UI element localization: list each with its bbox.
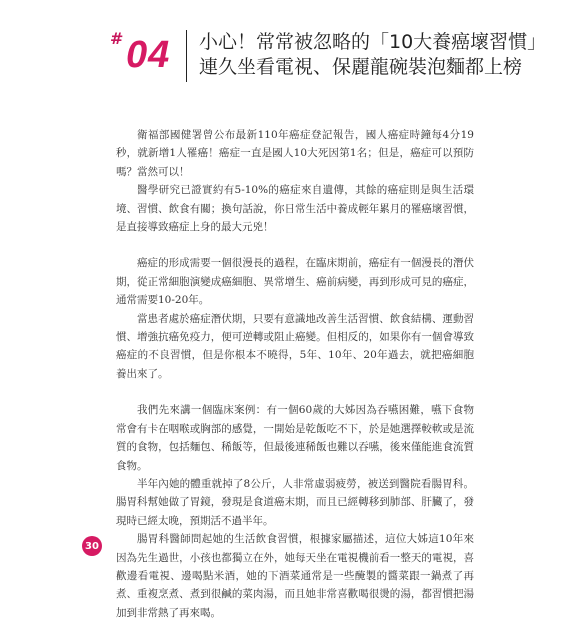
chapter-number: 04	[126, 34, 171, 76]
paragraph: 半年內她的體重就掉了8公斤，人非常虛弱疲勞，被送到醫院看腸胃科。腸胃科幫她做了胃鏡，發現是食道癌末期，而且已經轉移到肺部、肝臟了，發現時已經太晚，預期活不過半年。	[116, 477, 474, 527]
title-line-1: 小心！常常被忽略的「10大養癌壞習慣」	[199, 31, 547, 53]
hash-mark: #	[110, 29, 124, 48]
chapter-title	[199, 30, 546, 80]
page-number-badge	[82, 536, 102, 556]
paragraph: 衛福部國健署曾公布最新110年癌症登記報告，國人癌症時鐘每4分19秒，就新增1人罹癌！癌症一直是國人10大死因第1名；但是，癌症可以預防嗎？當然可以！	[116, 129, 474, 178]
paragraph: 醫學研究已證實約有5-10%的癌症來自遺傳，其餘的癌症則是與生活環境、習慣、飲食有關；換句話說，你日常生活中養成輕年累月的罹癌壞習慣，是直接導致癌症上身的最大元兇！	[116, 184, 474, 234]
header-divider	[186, 30, 187, 82]
paragraph: 我們先來講一個臨床案例：有一個60歲的大姊因為吞嚥困難，嚥下食物常會有卡在咽喉或胸部的感覺，一開始是乾飯吃不下，於是她選擇較軟或是流質的食物，包括麵包、稀飯等，但最後連稀飯也難以吞嚥，後來僅能進食流質食物。	[116, 404, 474, 472]
chapter-header	[104, 26, 546, 82]
title-line-2: 連久坐看電視、保麗龍碗裝泡麵都上榜	[199, 56, 523, 78]
paragraph: 癌症的形成需要一個很漫長的過程，在臨床期前，癌症有一個漫長的潛伏期，從正常細胞演變成癌細胞、異常增生、癌前病變，再到形成可見的癌症，通常需要10-20年。	[116, 257, 474, 307]
page-number: 30	[85, 540, 99, 552]
paragraph: 當患者處於癌症潛伏期，只要有意識地改善生活習慣、飲食結構、運動習慣、增強抗癌免疫力，便可逆轉或阻止癌變。但相反的，如果你有一個會導致癌症的不良習慣，但是你根本不曉得，5年、10年、20年過去，就把癌細胞養出來了。	[116, 312, 474, 380]
chapter-number-block	[104, 26, 182, 76]
paragraph-gap	[116, 236, 474, 254]
article-body	[116, 126, 474, 622]
paragraph: 腸胃科醫師問起她的生活飲食習慣，根據家屬描述，這位大姊這10年來因為先生過世，小孩也都獨立在外，她每天坐在電視機前看一整天的電視，喜歡邊看電視、邊喝點米酒，她的下酒菜通常是一些醃製的醬菜跟一鍋煮了再煮、重複烹煮、煮到很鹹的菜肉湯，而且她非常喜歡喝很燙的湯，都習慣把湯加到非常熱了再來喝。	[116, 533, 474, 619]
paragraph-gap	[116, 383, 474, 401]
